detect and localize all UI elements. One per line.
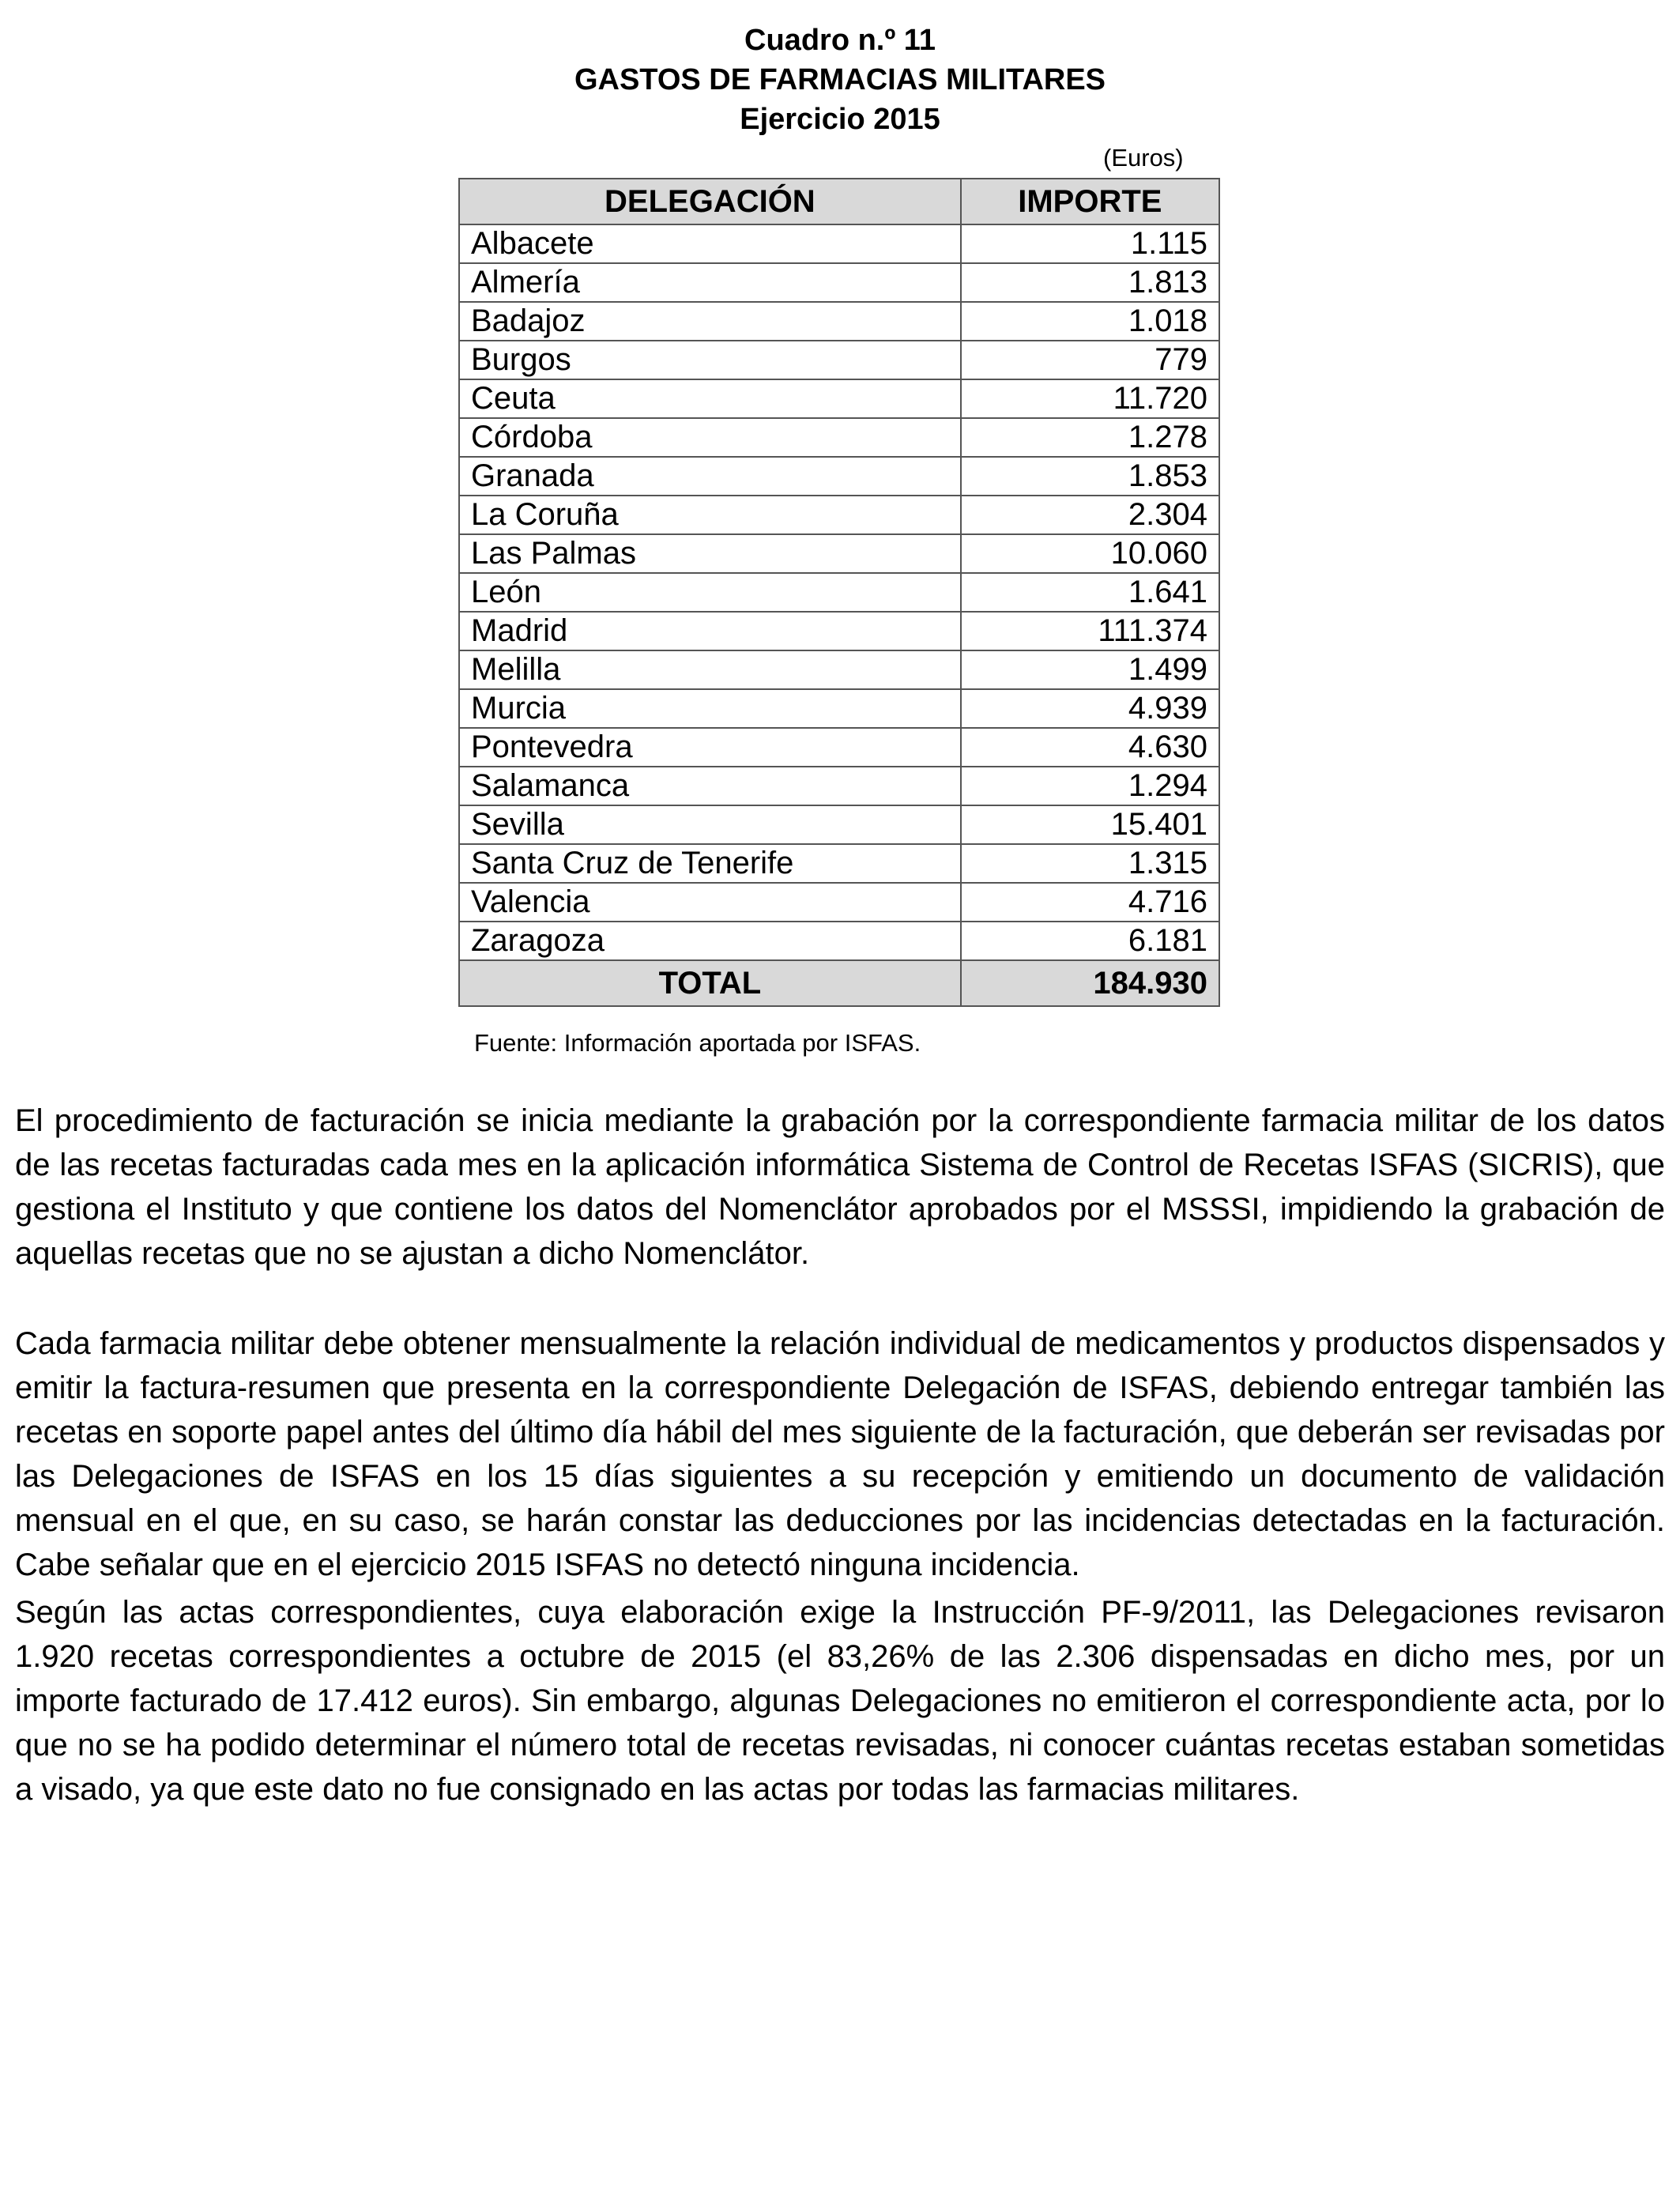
delegacion-cell: León — [459, 573, 961, 612]
delegacion-cell: Badajoz — [459, 302, 961, 341]
column-header-importe: IMPORTE — [961, 179, 1219, 224]
body-paragraph: El procedimiento de facturación se inicia mediante la grabación por la correspondiente farmacia militar de los datos de las recetas facturadas cada mes en la aplicación informática Sistema de Control de Recetas ISFAS (SICRIS), que gestiona el Instituto y que contiene los datos del Nomenclátor aprobados por el MSSSI, impidiendo la grabación de aquellas recetas que no se ajustan a dicho Nomenclátor. — [15, 1103, 1665, 1271]
delegacion-cell: Murcia — [459, 689, 961, 728]
total-amount: 184.930 — [961, 960, 1219, 1006]
table-row — [459, 767, 1219, 805]
table-title-block — [0, 21, 1680, 139]
importe-cell: 11.720 — [961, 379, 1219, 418]
table-row — [459, 379, 1219, 418]
delegacion-cell: Las Palmas — [459, 534, 961, 573]
source-note: Fuente: Información aportada por ISFAS. — [474, 1029, 921, 1057]
importe-cell: 6.181 — [961, 922, 1219, 960]
table-row — [459, 922, 1219, 960]
importe-cell: 4.630 — [961, 728, 1219, 767]
delegacion-cell: Pontevedra — [459, 728, 961, 767]
table-row — [459, 689, 1219, 728]
table-number: Cuadro n.º 11 — [744, 24, 936, 57]
table-row — [459, 573, 1219, 612]
delegacion-cell: Burgos — [459, 341, 961, 379]
importe-cell: 1.018 — [961, 302, 1219, 341]
importe-cell: 1.813 — [961, 263, 1219, 302]
importe-cell: 1.315 — [961, 844, 1219, 883]
total-label: TOTAL — [459, 960, 961, 1006]
pharmacy-expenses-table — [458, 178, 1220, 1007]
importe-cell: 2.304 — [961, 496, 1219, 534]
importe-cell: 15.401 — [961, 805, 1219, 844]
table-row — [459, 457, 1219, 496]
delegacion-cell: Valencia — [459, 883, 961, 922]
importe-cell: 1.641 — [961, 573, 1219, 612]
body-paragraph: Según las actas correspondientes, cuya elaboración exige la Instrucción PF-9/2011, las Delegaciones revisaron 1.920 recetas correspondientes a octubre de 2015 (el 83,26% de las 2.306 dispensadas en dicho mes, por un importe facturado de 17.412 euros). Sin embargo, algunas Delegaciones no emitieron el correspondiente acta, por lo que no se ha podido determinar el número total de recetas revisadas, ni conocer cuántas recetas estaban sometidas a visado, ya que este dato no fue consignado en las actas por todas las farmacias militares. — [15, 1595, 1665, 1807]
table-row — [459, 844, 1219, 883]
delegacion-cell: Córdoba — [459, 418, 961, 457]
importe-cell: 111.374 — [961, 612, 1219, 650]
table-header-row — [459, 179, 1219, 224]
table-body — [459, 224, 1219, 960]
delegacion-cell: Melilla — [459, 650, 961, 689]
importe-cell: 1.294 — [961, 767, 1219, 805]
table-subtitle: Ejercicio 2015 — [740, 103, 940, 136]
table-row — [459, 496, 1219, 534]
delegacion-cell: La Coruña — [459, 496, 961, 534]
delegacion-cell: Santa Cruz de Tenerife — [459, 844, 961, 883]
table-total-row — [459, 960, 1219, 1006]
table-row — [459, 418, 1219, 457]
importe-cell: 1.115 — [961, 224, 1219, 263]
table-row — [459, 612, 1219, 650]
delegacion-cell: Granada — [459, 457, 961, 496]
delegacion-cell: Madrid — [459, 612, 961, 650]
table-row — [459, 263, 1219, 302]
delegacion-cell: Zaragoza — [459, 922, 961, 960]
table-row — [459, 302, 1219, 341]
table-row — [459, 341, 1219, 379]
column-header-delegacion: DELEGACIÓN — [459, 179, 961, 224]
importe-cell: 1.853 — [961, 457, 1219, 496]
delegacion-cell: Salamanca — [459, 767, 961, 805]
table-row — [459, 728, 1219, 767]
currency-unit-label: (Euros) — [1103, 144, 1184, 172]
importe-cell: 4.939 — [961, 689, 1219, 728]
table-row — [459, 224, 1219, 263]
delegacion-cell: Ceuta — [459, 379, 961, 418]
table-title: GASTOS DE FARMACIAS MILITARES — [574, 63, 1106, 96]
delegacion-cell: Albacete — [459, 224, 961, 263]
body-paragraph: Cada farmacia militar debe obtener mensualmente la relación individual de medicamentos y productos dispensados y emitir la factura-resumen que presenta en la correspondiente Delegación de ISFAS, debiendo entregar también las recetas en soporte papel antes del último día hábil del mes siguiente de la facturación, que deberán ser revisadas por las Delegaciones de ISFAS en los 15 días siguientes a su recepción y emitiendo un documento de validación mensual en el que, en su caso, se harán constar las deducciones por las incidencias detectadas en la facturación. Cabe señalar que en el ejercicio 2015 ISFAS no detectó ninguna incidencia. — [15, 1326, 1665, 1582]
importe-cell: 4.716 — [961, 883, 1219, 922]
table-row — [459, 650, 1219, 689]
delegacion-cell: Sevilla — [459, 805, 961, 844]
table-row — [459, 883, 1219, 922]
table-row — [459, 534, 1219, 573]
importe-cell: 779 — [961, 341, 1219, 379]
table-row — [459, 805, 1219, 844]
importe-cell: 1.278 — [961, 418, 1219, 457]
importe-cell: 1.499 — [961, 650, 1219, 689]
delegacion-cell: Almería — [459, 263, 961, 302]
importe-cell: 10.060 — [961, 534, 1219, 573]
